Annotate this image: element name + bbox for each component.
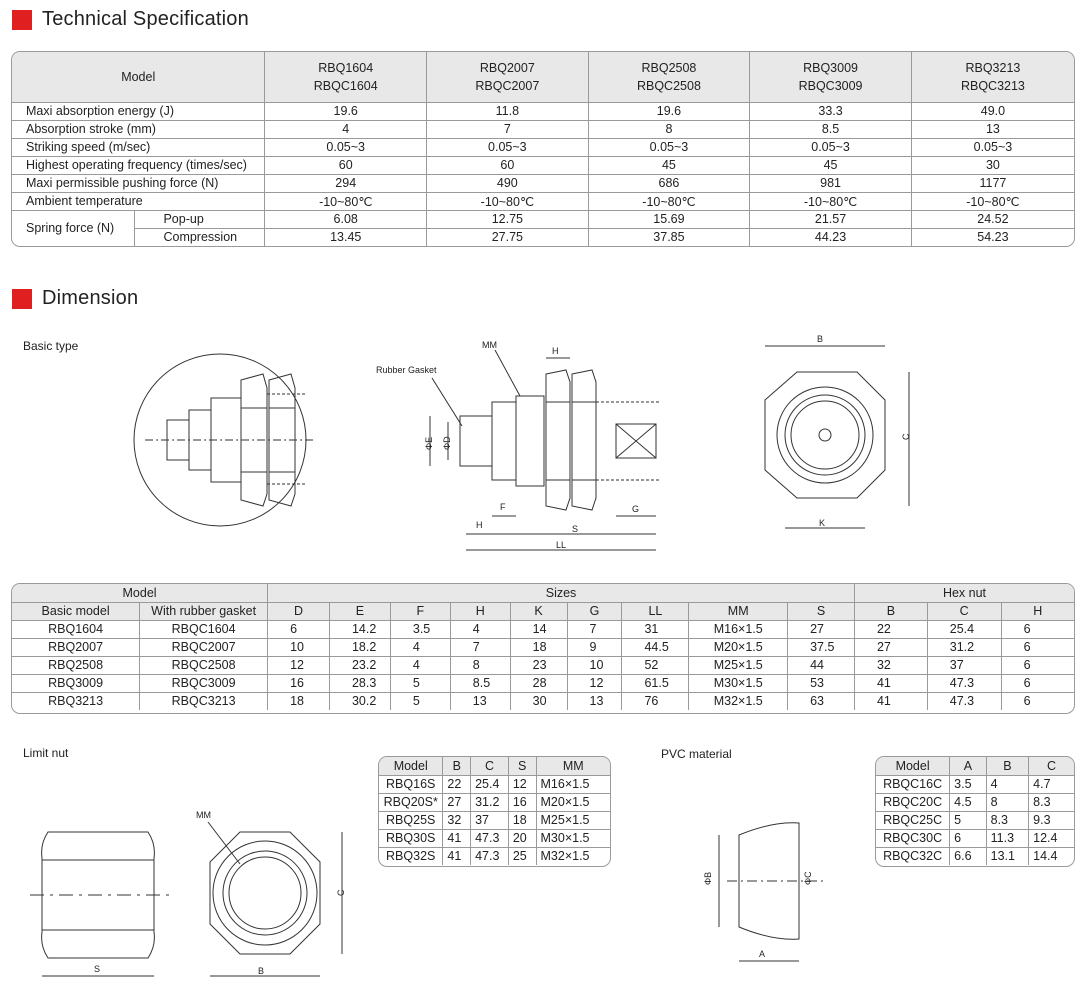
- model-name: RBQ3213: [965, 60, 1021, 75]
- table-cell: 12: [268, 656, 330, 674]
- column-header: D: [268, 602, 330, 620]
- spec-table: [12, 52, 1074, 247]
- table-cell: 28.3: [329, 674, 390, 692]
- table-cell: 14.2: [329, 620, 390, 638]
- table-cell: 7: [450, 638, 510, 656]
- table-cell: 10: [567, 656, 622, 674]
- table-cell: 12.4: [1029, 829, 1074, 847]
- label-g: G: [632, 504, 640, 514]
- table-cell: RBQ1604: [12, 620, 140, 638]
- spec-cell: 12.75: [427, 210, 589, 228]
- column-header: H: [450, 602, 510, 620]
- table-row: [12, 192, 1074, 210]
- table-cell: 37.5: [788, 638, 855, 656]
- spec-cell: 27.75: [427, 228, 589, 246]
- table-cell: RBQ3009: [12, 674, 140, 692]
- caption-limit-nut: Limit nut: [23, 746, 69, 760]
- table-cell: 12: [508, 775, 536, 793]
- table-cell: 20: [508, 829, 536, 847]
- spring-row-label: Pop-up: [135, 210, 265, 228]
- table-cell: 6: [1001, 656, 1074, 674]
- table-cell: 11.3: [986, 829, 1029, 847]
- spring-force-label: Spring force (N): [12, 210, 135, 246]
- table-cell: 5: [950, 811, 986, 829]
- table-cell: 6.6: [950, 847, 986, 865]
- column-header: Model: [876, 757, 950, 775]
- table-cell: M20×1.5: [689, 638, 788, 656]
- spec-cell: 44.23: [750, 228, 912, 246]
- table-cell: M25×1.5: [689, 656, 788, 674]
- spec-table-box: [11, 51, 1075, 247]
- column-header: F: [390, 602, 450, 620]
- table-cell: M32×1.5: [689, 692, 788, 710]
- table-row: [12, 210, 1074, 228]
- table-cell: 32: [854, 656, 927, 674]
- table-cell: 6: [1001, 638, 1074, 656]
- label-phi-d: ΦD: [442, 436, 452, 450]
- table-cell: RBQ16S: [379, 775, 443, 793]
- spec-header-model: Model: [12, 52, 265, 102]
- spec-cell: -10~80℃: [588, 192, 750, 210]
- table-cell: 13.1: [986, 847, 1029, 865]
- spec-cell: -10~80℃: [750, 192, 912, 210]
- spec-cell: 30: [911, 156, 1074, 174]
- table-cell: 27: [788, 620, 855, 638]
- table-row: [379, 811, 610, 829]
- column-header: C: [927, 602, 1001, 620]
- spec-cell: 37.85: [588, 228, 750, 246]
- table-row: [379, 793, 610, 811]
- table-cell: 7: [567, 620, 622, 638]
- section-title-dimension: [12, 287, 138, 310]
- model-name-rubber: RBQC3213: [960, 78, 1025, 93]
- spec-cell: 24.52: [911, 210, 1074, 228]
- table-row: [12, 156, 1074, 174]
- table-cell: 4: [390, 656, 450, 674]
- table-cell: 41: [443, 847, 471, 865]
- table-cell: RBQC3213: [140, 692, 268, 710]
- spec-row-label: Ambient temperature: [12, 192, 265, 210]
- column-header: H: [1001, 602, 1074, 620]
- spec-header-model-0: [265, 52, 427, 102]
- column-header: With rubber gasket: [140, 602, 268, 620]
- spec-cell: 0.05~3: [427, 138, 589, 156]
- table-cell: 8: [986, 793, 1029, 811]
- table-cell: 41: [854, 674, 927, 692]
- section-title-technical-specification: [12, 8, 249, 31]
- column-header: Model: [379, 757, 443, 775]
- table-cell: M25×1.5: [536, 811, 610, 829]
- table-row: [12, 692, 1074, 710]
- spec-cell: 60: [265, 156, 427, 174]
- table-cell: 27: [443, 793, 471, 811]
- spec-cell: 45: [588, 156, 750, 174]
- spec-cell: 49.0: [911, 102, 1074, 120]
- table-cell: 13: [567, 692, 622, 710]
- limit-nut-table-box: [378, 756, 611, 867]
- table-cell: 31.2: [471, 793, 509, 811]
- table-cell: 4: [390, 638, 450, 656]
- model-name-rubber: RBQC1604: [313, 78, 378, 93]
- table-cell: RBQ30S: [379, 829, 443, 847]
- table-cell: 28: [510, 674, 567, 692]
- table-cell: 8.5: [450, 674, 510, 692]
- spec-row-label: Maxi absorption energy (J): [12, 102, 265, 120]
- table-cell: M32×1.5: [536, 847, 610, 865]
- spec-cell: 0.05~3: [265, 138, 427, 156]
- column-header: LL: [622, 602, 689, 620]
- spec-cell: 981: [750, 174, 912, 192]
- table-cell: 14: [510, 620, 567, 638]
- label-rubber-gasket: Rubber Gasket: [376, 365, 437, 375]
- column-header: B: [443, 757, 471, 775]
- dimension-table-box: [11, 583, 1075, 714]
- table-row: [12, 674, 1074, 692]
- model-name-rubber: RBQC3009: [798, 78, 863, 93]
- table-cell: 5: [390, 674, 450, 692]
- spec-header-model-1: [427, 52, 589, 102]
- table-cell: 23.2: [329, 656, 390, 674]
- label-c-limit: C: [336, 889, 346, 896]
- table-cell: 13: [450, 692, 510, 710]
- table-cell: 41: [443, 829, 471, 847]
- table-cell: 47.3: [927, 692, 1001, 710]
- red-square-icon: [12, 289, 32, 309]
- spec-cell: 0.05~3: [588, 138, 750, 156]
- caption-basic-type: Basic type: [23, 339, 79, 353]
- table-cell: RBQC1604: [140, 620, 268, 638]
- table-cell: 63: [788, 692, 855, 710]
- spec-header-model-3: [750, 52, 912, 102]
- spec-row-label: Highest operating frequency (times/sec): [12, 156, 265, 174]
- table-cell: 4.7: [1029, 775, 1074, 793]
- section-title-text: Dimension: [42, 287, 139, 309]
- model-name: RBQ1604: [318, 60, 374, 75]
- table-cell: 4: [986, 775, 1029, 793]
- table-cell: 18.2: [329, 638, 390, 656]
- label-s-limit: S: [94, 964, 101, 974]
- table-cell: 25: [508, 847, 536, 865]
- table-row: [876, 847, 1074, 865]
- table-cell: RBQC20C: [876, 793, 950, 811]
- label-ll: LL: [556, 540, 567, 550]
- table-cell: 5: [390, 692, 450, 710]
- table-cell: 53: [788, 674, 855, 692]
- table-row: [12, 174, 1074, 192]
- spec-cell: 54.23: [911, 228, 1074, 246]
- spec-cell: 686: [588, 174, 750, 192]
- spec-cell: 6.08: [265, 210, 427, 228]
- spec-cell: 0.05~3: [911, 138, 1074, 156]
- table-cell: 4: [450, 620, 510, 638]
- spec-cell: 4: [265, 120, 427, 138]
- table-row: [876, 829, 1074, 847]
- spec-cell: 7: [427, 120, 589, 138]
- label-s: S: [572, 524, 579, 534]
- spec-header-model-2: [588, 52, 750, 102]
- table-cell: 18: [268, 692, 330, 710]
- spec-cell: 19.6: [588, 102, 750, 120]
- red-square-icon: [12, 10, 32, 30]
- spec-row-label: Striking speed (m/sec): [12, 138, 265, 156]
- table-cell: 9: [567, 638, 622, 656]
- column-header: G: [567, 602, 622, 620]
- table-cell: 6: [268, 620, 330, 638]
- table-cell: 23: [510, 656, 567, 674]
- table-cell: 25.4: [927, 620, 1001, 638]
- table-row: [379, 847, 610, 865]
- column-header: C: [1029, 757, 1074, 775]
- spec-cell: 1177: [911, 174, 1074, 192]
- pvc-table: [876, 757, 1074, 865]
- spec-cell: -10~80℃: [265, 192, 427, 210]
- label-h-bottom: H: [476, 520, 483, 530]
- spec-cell: 13.45: [265, 228, 427, 246]
- table-cell: 3.5: [390, 620, 450, 638]
- column-header: B: [854, 602, 927, 620]
- pvc-material-drawing: [695, 815, 835, 965]
- label-f: F: [500, 502, 506, 512]
- spec-header-model-4: [911, 52, 1074, 102]
- table-cell: 37: [927, 656, 1001, 674]
- table-cell: 3.5: [950, 775, 986, 793]
- table-cell: 16: [508, 793, 536, 811]
- column-header: S: [508, 757, 536, 775]
- table-cell: 31.2: [927, 638, 1001, 656]
- table-cell: 52: [622, 656, 689, 674]
- table-cell: 44: [788, 656, 855, 674]
- table-cell: RBQC3009: [140, 674, 268, 692]
- table-cell: 47.3: [471, 829, 509, 847]
- table-cell: 61.5: [622, 674, 689, 692]
- table-row: [12, 228, 1074, 246]
- table-cell: 8: [450, 656, 510, 674]
- hex-front-view-drawing: [745, 330, 925, 535]
- spec-cell: 490: [427, 174, 589, 192]
- label-phi-b: ΦB: [703, 871, 713, 885]
- table-cell: 32: [443, 811, 471, 829]
- spec-row-label: Absorption stroke (mm): [12, 120, 265, 138]
- spec-cell: 15.69: [588, 210, 750, 228]
- table-cell: 76: [622, 692, 689, 710]
- column-header: A: [950, 757, 986, 775]
- table-row: [12, 638, 1074, 656]
- spec-cell: 21.57: [750, 210, 912, 228]
- model-name-rubber: RBQC2007: [475, 78, 540, 93]
- section-title-text: Technical Specification: [42, 8, 249, 30]
- table-cell: 44.5: [622, 638, 689, 656]
- table-cell: RBQC16C: [876, 775, 950, 793]
- limit-nut-front-drawing: [190, 800, 350, 985]
- limit-nut-side-drawing: [30, 820, 170, 985]
- spec-cell: 294: [265, 174, 427, 192]
- column-header: B: [986, 757, 1029, 775]
- label-b-top: B: [817, 334, 824, 344]
- table-cell: RBQC2007: [140, 638, 268, 656]
- label-c-right: C: [901, 433, 911, 440]
- table-cell: 8.3: [1029, 793, 1074, 811]
- table-cell: RBQ2508: [12, 656, 140, 674]
- spec-cell: 60: [427, 156, 589, 174]
- table-cell: 27: [854, 638, 927, 656]
- column-header: K: [510, 602, 567, 620]
- spec-cell: 13: [911, 120, 1074, 138]
- table-cell: M16×1.5: [536, 775, 610, 793]
- label-mm-limit: MM: [196, 810, 211, 820]
- label-a: A: [759, 949, 766, 959]
- spec-cell: 45: [750, 156, 912, 174]
- table-row: [379, 829, 610, 847]
- table-row: [12, 120, 1074, 138]
- basic-type-side-view-drawing: [370, 338, 670, 553]
- column-header: MM: [689, 602, 788, 620]
- table-cell: RBQ2007: [12, 638, 140, 656]
- spec-cell: 11.8: [427, 102, 589, 120]
- label-phi-c: ΦC: [803, 871, 813, 885]
- model-name-rubber: RBQC2508: [636, 78, 701, 93]
- table-row: [876, 775, 1074, 793]
- label-b-limit: B: [258, 966, 265, 976]
- table-cell: 41: [854, 692, 927, 710]
- table-row: [12, 620, 1074, 638]
- table-cell: RBQC25C: [876, 811, 950, 829]
- spec-cell: 33.3: [750, 102, 912, 120]
- column-header: E: [329, 602, 390, 620]
- table-cell: RBQ3213: [12, 692, 140, 710]
- table-cell: 8.3: [986, 811, 1029, 829]
- group-header-hex-nut: Hex nut: [854, 584, 1074, 602]
- table-cell: 47.3: [471, 847, 509, 865]
- model-name: RBQ2007: [479, 60, 535, 75]
- table-cell: 14.4: [1029, 847, 1074, 865]
- table-cell: 22: [854, 620, 927, 638]
- table-cell: RBQC2508: [140, 656, 268, 674]
- dimension-table: [12, 584, 1074, 710]
- model-name: RBQ2508: [641, 60, 697, 75]
- spring-row-label: Compression: [135, 228, 265, 246]
- spec-cell: 19.6: [265, 102, 427, 120]
- column-header: MM: [536, 757, 610, 775]
- table-row: [12, 656, 1074, 674]
- caption-pvc-material: PVC material: [661, 747, 732, 761]
- spec-cell: 8: [588, 120, 750, 138]
- table-cell: RBQ25S: [379, 811, 443, 829]
- table-cell: 47.3: [927, 674, 1001, 692]
- limit-nut-table: [379, 757, 610, 865]
- table-cell: 6: [1001, 620, 1074, 638]
- table-cell: 9.3: [1029, 811, 1074, 829]
- table-cell: 6: [950, 829, 986, 847]
- group-header-sizes: Sizes: [268, 584, 855, 602]
- table-row: [12, 138, 1074, 156]
- table-cell: RBQ32S: [379, 847, 443, 865]
- basic-type-side-detail-drawing: [125, 348, 320, 538]
- table-cell: 30.2: [329, 692, 390, 710]
- column-header: S: [788, 602, 855, 620]
- column-header: Basic model: [12, 602, 140, 620]
- model-name: RBQ3009: [803, 60, 858, 75]
- table-row: [876, 793, 1074, 811]
- table-cell: 25.4: [471, 775, 509, 793]
- table-cell: 16: [268, 674, 330, 692]
- table-cell: 6: [1001, 674, 1074, 692]
- pvc-table-box: [875, 756, 1075, 867]
- spec-cell: -10~80℃: [911, 192, 1074, 210]
- table-cell: 10: [268, 638, 330, 656]
- label-k: K: [819, 518, 826, 528]
- column-header: C: [471, 757, 509, 775]
- label-h-top: H: [552, 346, 559, 356]
- table-cell: 6: [1001, 692, 1074, 710]
- table-cell: 4.5: [950, 793, 986, 811]
- table-cell: RBQC30C: [876, 829, 950, 847]
- table-cell: 18: [510, 638, 567, 656]
- table-cell: 18: [508, 811, 536, 829]
- table-row: [379, 775, 610, 793]
- table-row: [12, 102, 1074, 120]
- group-header-model: Model: [12, 584, 268, 602]
- table-cell: M20×1.5: [536, 793, 610, 811]
- table-cell: 37: [471, 811, 509, 829]
- table-cell: M16×1.5: [689, 620, 788, 638]
- table-cell: 12: [567, 674, 622, 692]
- table-cell: 31: [622, 620, 689, 638]
- table-cell: 30: [510, 692, 567, 710]
- spec-row-label: Maxi permissible pushing force (N): [12, 174, 265, 192]
- spec-cell: -10~80℃: [427, 192, 589, 210]
- table-cell: M30×1.5: [536, 829, 610, 847]
- spec-cell: 8.5: [750, 120, 912, 138]
- table-cell: 22: [443, 775, 471, 793]
- label-mm: MM: [482, 340, 497, 350]
- table-cell: RBQ20S*: [379, 793, 443, 811]
- table-cell: RBQC32C: [876, 847, 950, 865]
- table-row: [876, 811, 1074, 829]
- label-phi-e: ΦE: [424, 436, 434, 450]
- spec-cell: 0.05~3: [750, 138, 912, 156]
- table-cell: M30×1.5: [689, 674, 788, 692]
